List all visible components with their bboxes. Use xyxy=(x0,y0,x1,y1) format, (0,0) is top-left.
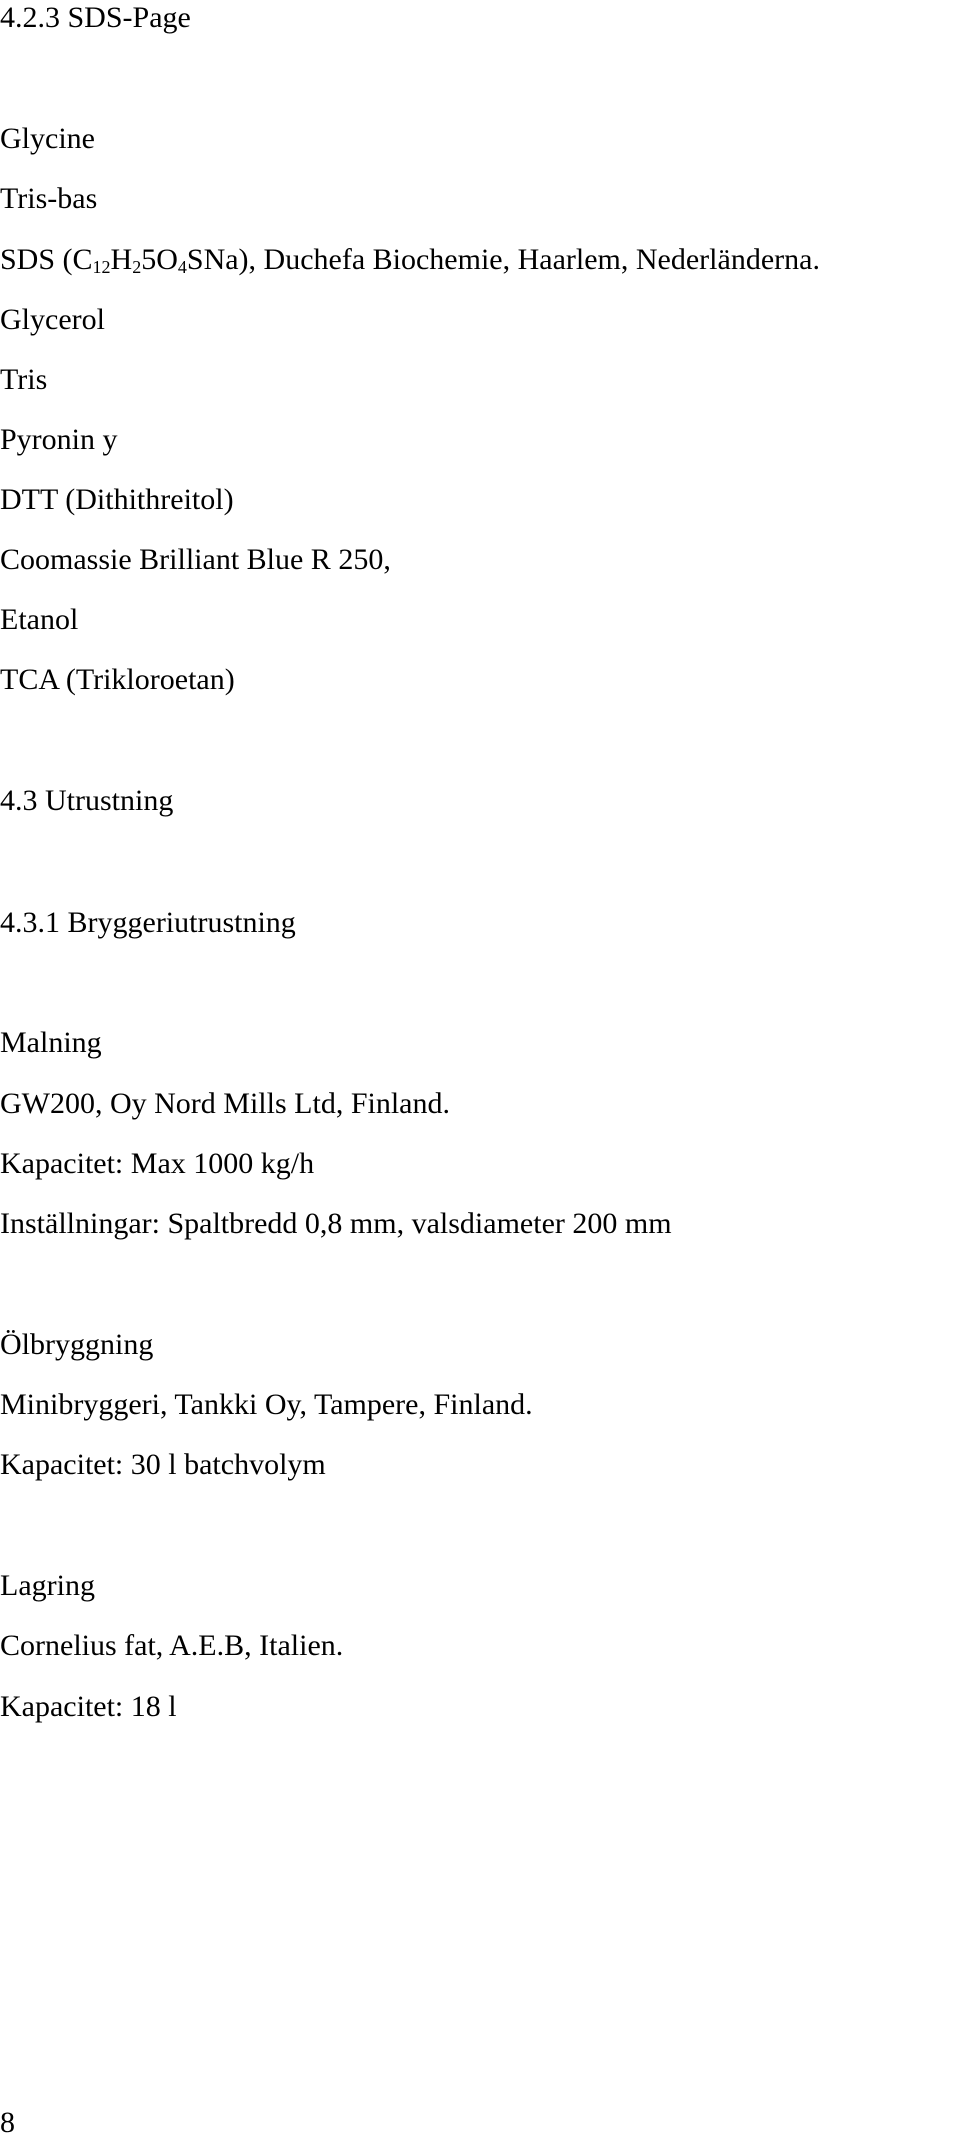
list-item-sds: SDS $(C_{12}H_25O_4SNa)$, Duchefa Biochemie, Haarlem, Nederländerna. xyxy=(0,243,820,277)
list-item-etanol: Etanol xyxy=(0,603,79,636)
section-heading-utrustning: 4.3 Utrustning xyxy=(0,784,174,817)
list-item-tris: Tris xyxy=(0,363,48,396)
list-item-glycine: Glycine xyxy=(0,122,95,155)
page-number: 8 xyxy=(0,2106,15,2139)
subheading-malning: Malning xyxy=(0,1026,102,1059)
list-item-glycerol: Glycerol xyxy=(0,303,105,336)
section-heading-bryggeriutrustning: 4.3.1 Bryggeriutrustning xyxy=(0,906,296,939)
list-item-tca: TCA (Trikloroetan) xyxy=(0,663,235,696)
subheading-olbryggning: Ölbryggning xyxy=(0,1328,154,1361)
list-item-dtt: DTT (Dithithreitol) xyxy=(0,483,234,516)
section-heading-sds-page: 4.2.3 SDS-Page xyxy=(0,1,191,34)
list-item-pyronin: Pyronin y xyxy=(0,423,118,456)
olbryggning-model: Minibryggeri, Tankki Oy, Tampere, Finland. xyxy=(0,1388,533,1421)
malning-model: GW200, Oy Nord Mills Ltd, Finland. xyxy=(0,1087,450,1120)
list-item-coomassie: Coomassie Brilliant Blue R 250, xyxy=(0,543,391,576)
malning-capacity: Kapacitet: Max 1000 kg/h xyxy=(0,1147,315,1180)
lagring-model: Cornelius fat, A.E.B, Italien. xyxy=(0,1629,344,1662)
subheading-lagring: Lagring xyxy=(0,1569,95,1602)
list-item-tris-bas: Tris-bas xyxy=(0,182,98,215)
olbryggning-capacity: Kapacitet: 30 l batchvolym xyxy=(0,1448,326,1481)
malning-settings: Inställningar: Spaltbredd 0,8 mm, valsdiameter 200 mm xyxy=(0,1207,672,1240)
lagring-capacity: Kapacitet: 18 l xyxy=(0,1690,177,1723)
